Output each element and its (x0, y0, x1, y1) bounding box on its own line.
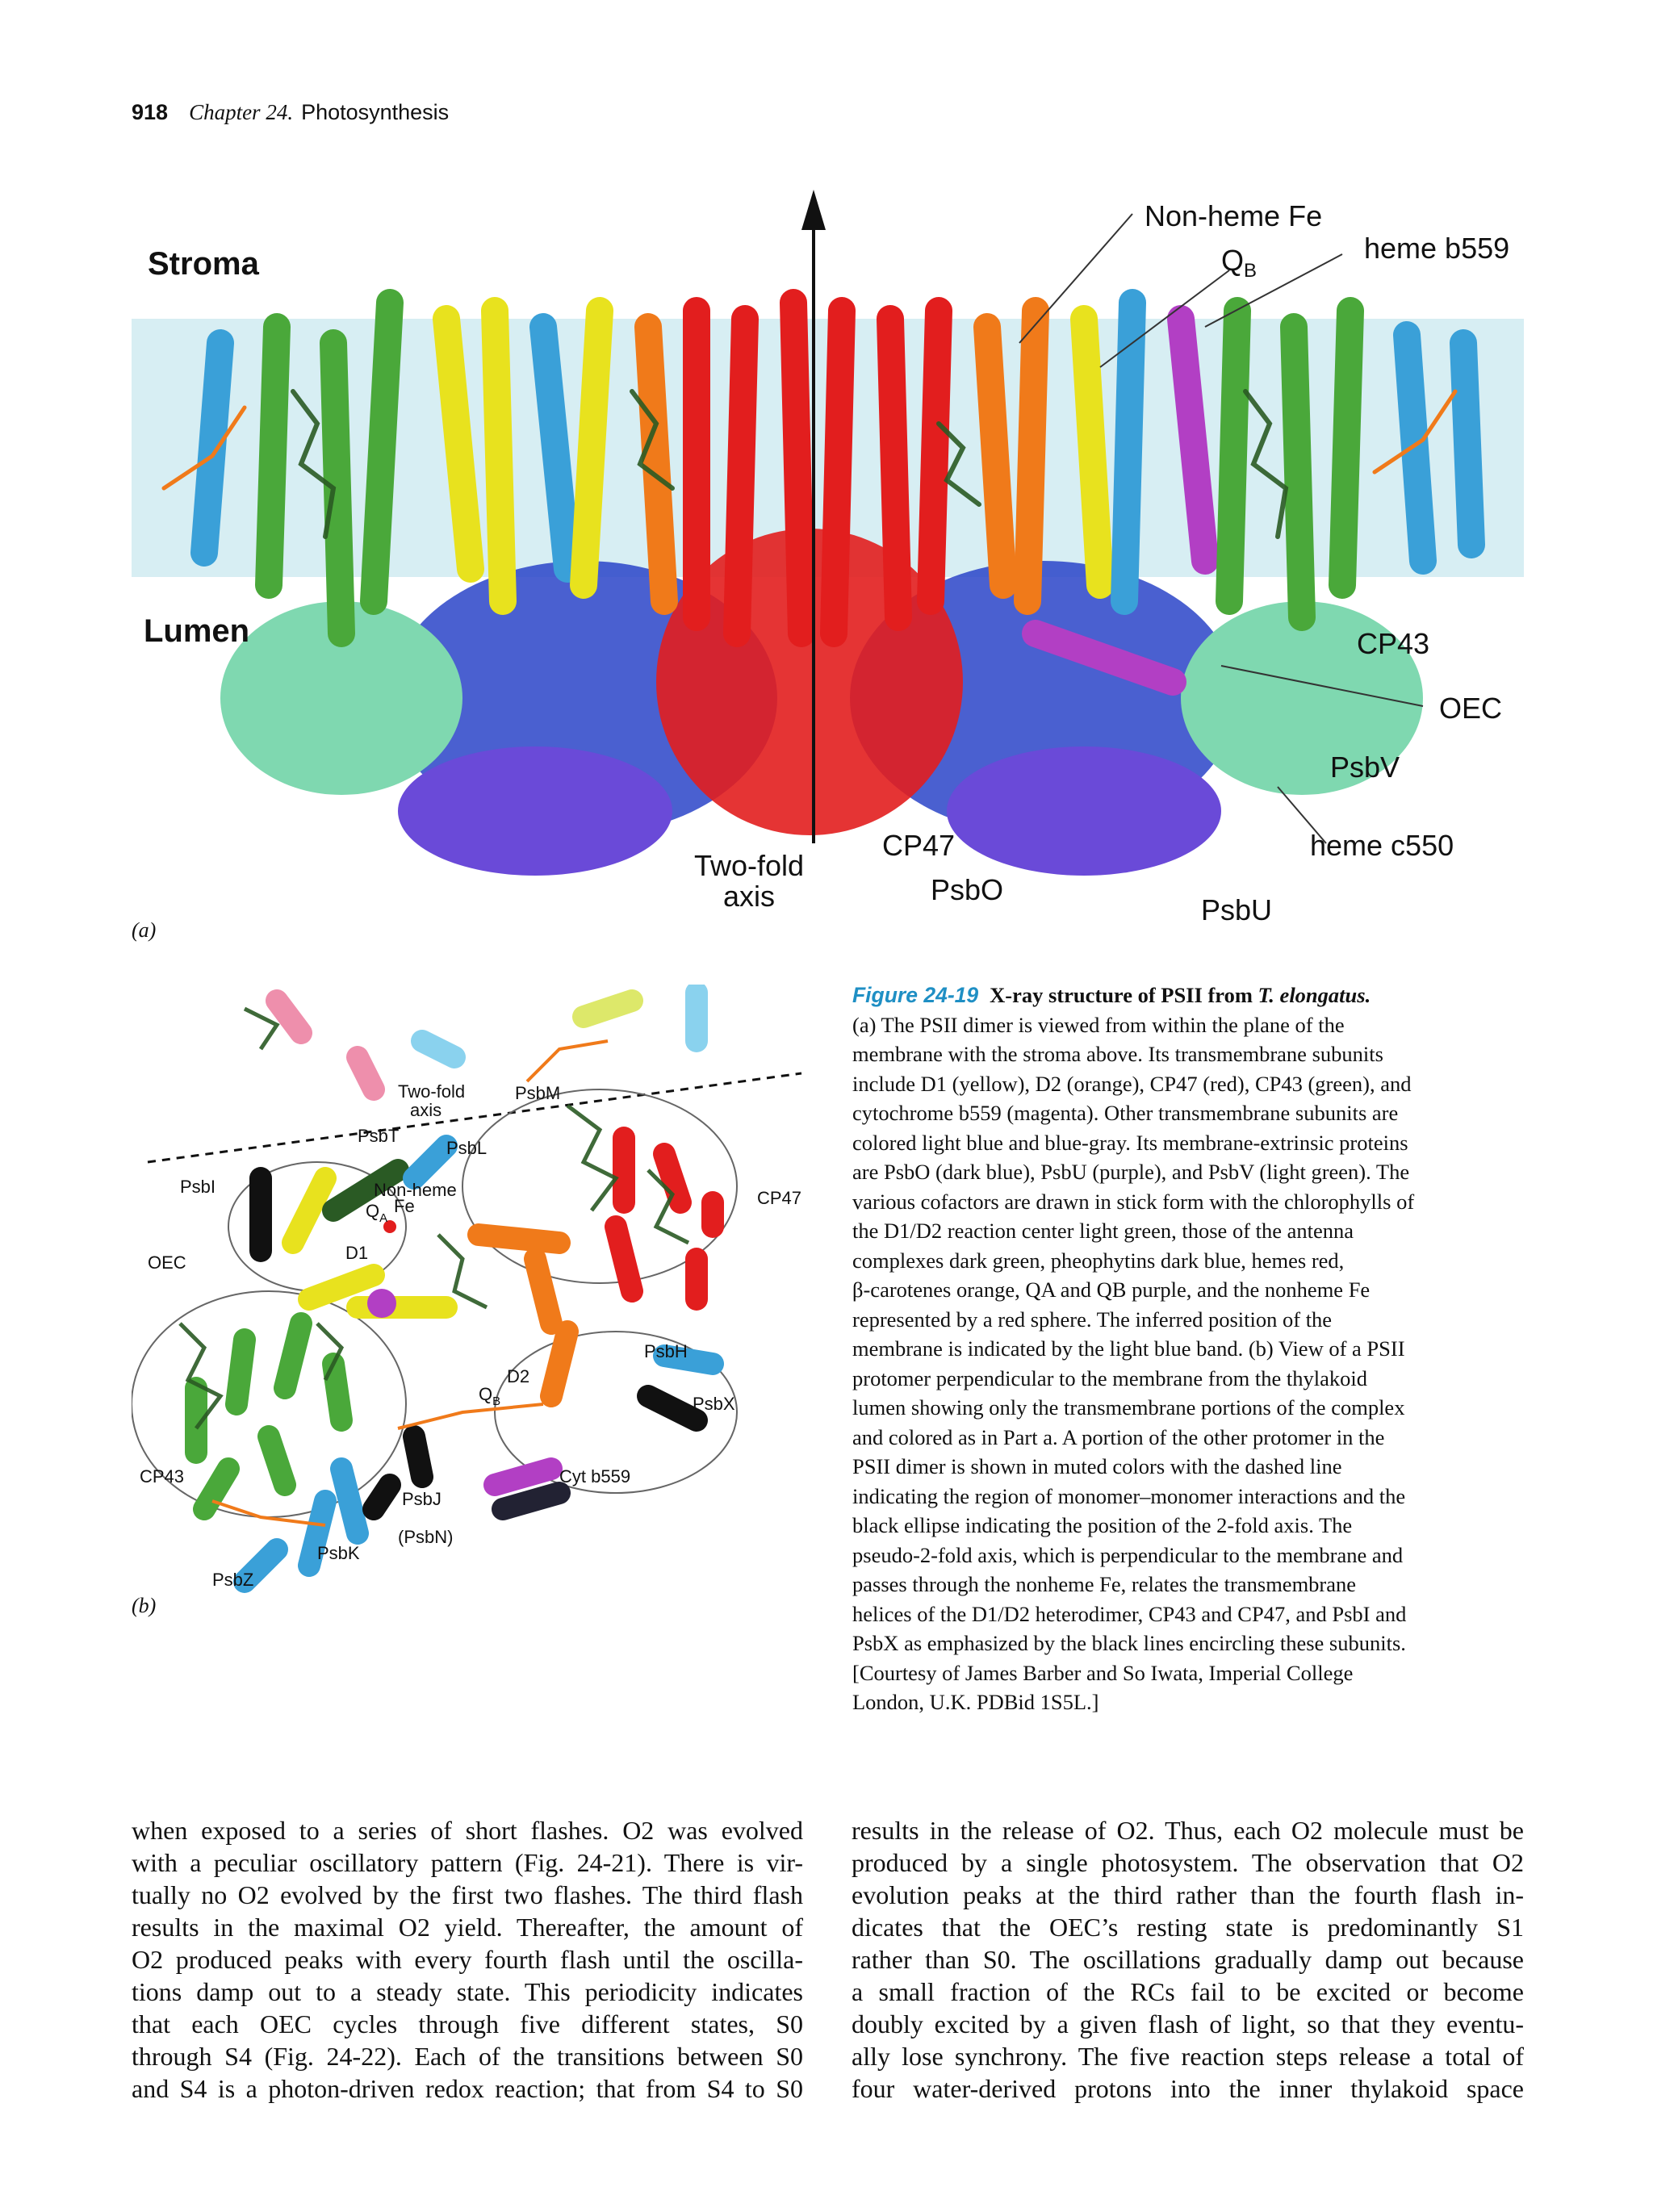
label-b-psbm: PsbM (515, 1083, 561, 1103)
label-psbv: PsbV (1330, 751, 1400, 784)
axis-arrowhead (801, 190, 826, 230)
caption-line: complexes dark green, pheophytins dark blue, hemes red, (852, 1248, 1345, 1273)
label-b-psbh: PsbH (644, 1341, 688, 1361)
body-line: a small fraction of the RCs fail to be excited or become (852, 1977, 1524, 2006)
body-line: produced by a single photosystem. The observation that O2 (852, 1848, 1524, 1877)
label-b-psbl: PsbL (446, 1138, 488, 1158)
body-line: rather than S0. The oscillations gradually damp out because (852, 1945, 1524, 1974)
caption-species: T. elongatus. (1258, 983, 1371, 1007)
label-b-d2: D2 (507, 1366, 530, 1386)
caption-title-line (852, 981, 1519, 1010)
caption-line: are PsbO (dark blue), PsbU (purple), and PsbV (light green). The (852, 1160, 1410, 1184)
label-heme-c550: heme c550 (1310, 829, 1454, 862)
body-line: that each OEC cycles through five different states, S0 (132, 2009, 803, 2038)
caption-line: [Courtesy of James Barber and So Iwata, Imperial College (852, 1660, 1354, 1685)
caption-line: colored light blue and blue-gray. Its membrane-extrinsic proteins (852, 1130, 1408, 1155)
label-b-psbi: PsbI (180, 1177, 216, 1197)
caption-line: PsbX as emphasized by the black lines encircling these subunits. (852, 1631, 1406, 1655)
label-b-psbz: PsbZ (212, 1570, 254, 1590)
body-line: results in the maximal O2 yield. Thereafter, the amount of (132, 1913, 803, 1942)
body-line: dicates that the OEC’s resting state is predominantly S1 (852, 1913, 1524, 1942)
caption-line: various cofactors are drawn in stick form with the chlorophylls of (852, 1189, 1415, 1214)
body-left-column (132, 1814, 803, 2105)
caption-line: PSII dimer is shown in muted colors with the dashed line (852, 1454, 1342, 1478)
caption-line: protomer perpendicular to the membrane from the thylakoid (852, 1365, 1367, 1390)
caption-line: β-carotenes orange, QA and QB purple, and the nonheme Fe (852, 1277, 1371, 1302)
label-b-psbj: PsbJ (402, 1489, 441, 1509)
figure-b (132, 985, 810, 1630)
label-b-oec: OEC (148, 1252, 186, 1273)
oec-sphere (367, 1289, 396, 1318)
body-right-column (852, 1814, 1524, 2105)
label-cp43: CP43 (1357, 627, 1430, 660)
body-line: results in the release of O2. Thus, each O2 molecule must be (852, 1816, 1524, 1845)
label-b-fe: Fe (394, 1196, 415, 1216)
label-two-fold: Two-fold (693, 849, 805, 882)
label-b-qb: $Q_B$ (479, 1384, 501, 1408)
body-line: tually no O2 evolved by the first two flashes. The third flash (132, 1880, 803, 1909)
caption-line: include D1 (yellow), D2 (orange), CP47 (red), CP43 (green), and (852, 1071, 1412, 1096)
label-b-d1: D1 (345, 1243, 369, 1263)
body-line: O2 produced peaks with every fourth flash until the oscilla- (132, 1945, 803, 1974)
label-b-psbx: PsbX (693, 1394, 735, 1414)
body-line: evolution peaks at the third rather than the fourth flash in- (852, 1880, 1524, 1909)
label-stroma: Stroma (148, 246, 259, 282)
label-non-heme-fe: Non-heme Fe (1145, 199, 1323, 232)
body-line: ally lose synchrony. The five reaction steps release a total of (852, 2042, 1524, 2071)
label-axis: axis (722, 880, 776, 913)
label-cp47: CP47 (882, 829, 956, 862)
part-label-a: (a) (132, 918, 157, 942)
label-b-cp43: CP43 (140, 1466, 185, 1487)
caption-line: cytochrome b559 (magenta). Other transmembrane subunits are (852, 1101, 1399, 1125)
body-line: through S4 (Fig. 24-22). Each of the transitions between S0 (132, 2042, 803, 2071)
caption-line: pseudo-2-fold axis, which is perpendicular to the membrane and (852, 1542, 1404, 1567)
body-line: tions damp out to a steady state. This periodicity indicates (132, 1977, 803, 2006)
figure-a (132, 182, 1524, 940)
label-b-psbt: PsbT (358, 1126, 400, 1146)
label-b-qa: $Q_A$ (366, 1201, 388, 1225)
section-label: Photosynthesis (301, 100, 450, 124)
caption-line: black ellipse indicating the position of the 2-fold axis. The (852, 1513, 1353, 1537)
body-line: when exposed to a series of short flashes. O2 was evolved (132, 1816, 803, 1845)
caption-line: indicating the region of monomer–monomer interactions and the (852, 1483, 1406, 1508)
label-lumen: Lumen (144, 613, 250, 649)
caption-line: membrane with the stroma above. Its transmembrane subunits (852, 1042, 1383, 1066)
label-b-two-fold: Two-fold (398, 1081, 466, 1102)
label-b-cyt-b559: Cyt b559 (559, 1466, 631, 1487)
caption-line: membrane is indicated by the light blue band. (b) View of a PSII (852, 1336, 1405, 1361)
figure-number: Figure 24-19 (852, 983, 979, 1007)
figure-caption (852, 981, 1519, 1717)
label-oec: OEC (1439, 692, 1503, 725)
caption-line: represented by a red sphere. The inferred position of the (852, 1307, 1333, 1332)
caption-title: X-ray structure of PSII from (990, 983, 1258, 1007)
page-number: 918 (132, 100, 169, 124)
body-line: with a peculiar oscillatory pattern (Fig. 24-21). There is vir- (132, 1848, 803, 1877)
caption-line: passes through the nonheme Fe, relates the transmembrane (852, 1572, 1357, 1596)
body-line: doubly excited by a given flash of light, so that they eventu- (852, 2009, 1524, 2038)
label-psbu: PsbU (1201, 893, 1273, 926)
caption-line: lumen showing only the transmembrane portions of the complex (852, 1395, 1405, 1420)
running-header (132, 100, 449, 125)
body-line: four water-derived protons into the inner thylakoid space (852, 2074, 1524, 2103)
label-b-cp47: CP47 (757, 1188, 802, 1208)
caption-line: (a) The PSII dimer is viewed from within the plane of the (852, 1012, 1345, 1037)
caption-line: the D1/D2 reaction center light green, those of the antenna (852, 1219, 1354, 1243)
label-b-psbk: PsbK (317, 1543, 360, 1563)
label-psbo: PsbO (931, 873, 1004, 906)
part-label-b: (b) (132, 1594, 157, 1617)
caption-line: London, U.K. PDBid 1S5L.] (852, 1690, 1099, 1714)
label-b-non-heme: Non-heme (374, 1180, 457, 1200)
chapter-label: Chapter 24. (189, 100, 294, 124)
label-heme-b559: heme b559 (1364, 232, 1510, 265)
label-b-axis: axis (410, 1100, 442, 1120)
body-line: and S4 is a photon-driven redox reaction; that from S4 to S0 (132, 2074, 803, 2103)
caption-line: and colored as in Part a. A portion of the other protomer in the (852, 1424, 1385, 1449)
caption-line: helices of the D1/D2 heterodimer, CP43 and CP47, and PsbI and (852, 1601, 1407, 1626)
label-b-psbn: (PsbN) (398, 1527, 454, 1547)
label-qb: $Q_B$ (1221, 244, 1258, 282)
